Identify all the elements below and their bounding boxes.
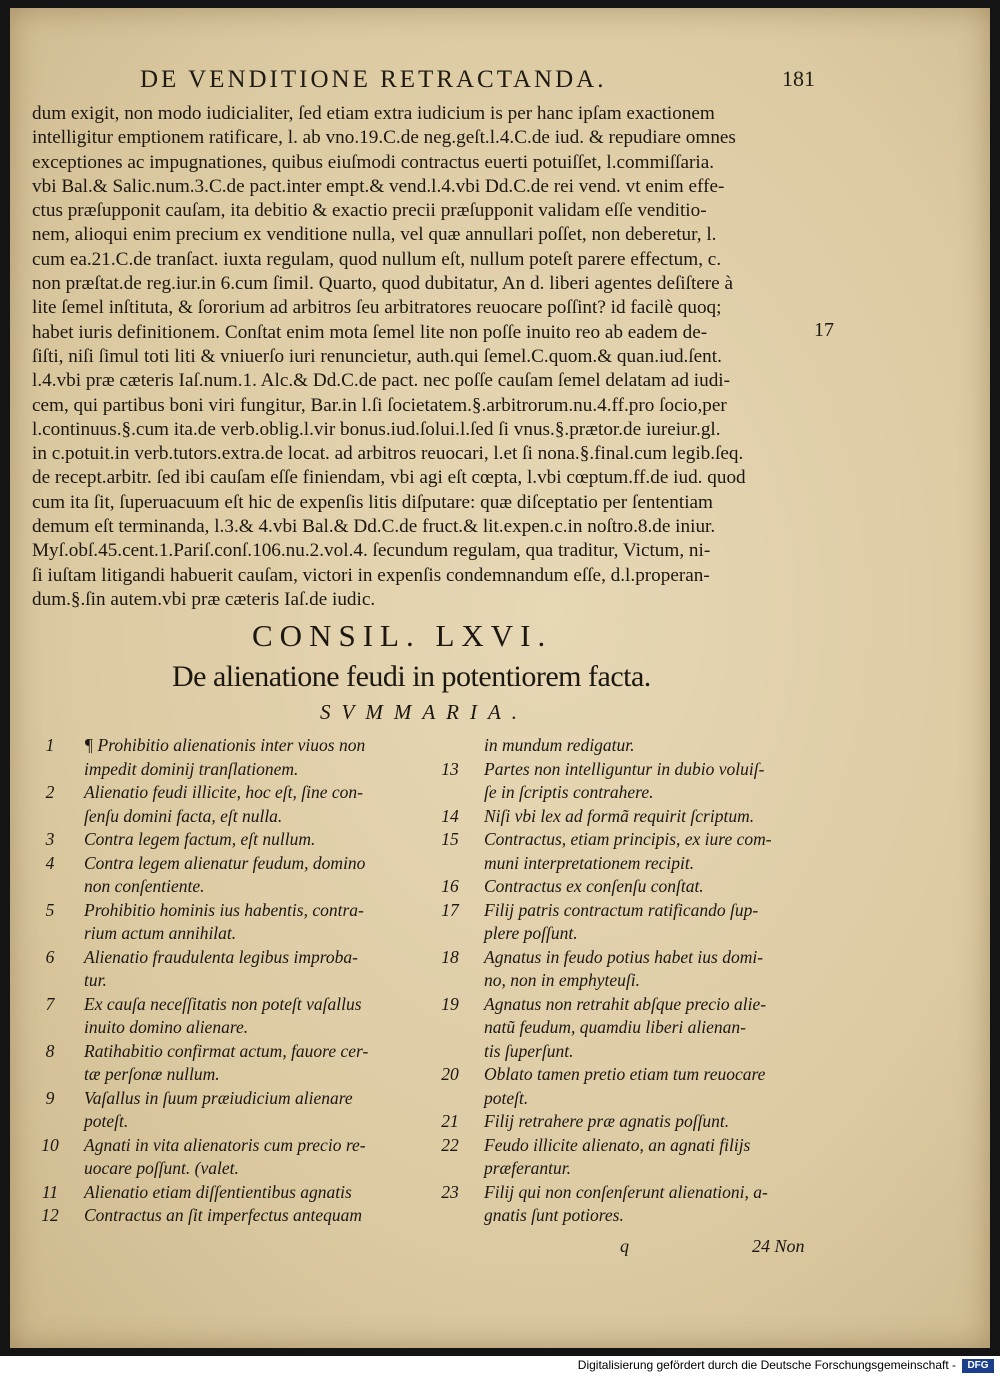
summaria-heading: SVMMARIA. <box>320 700 529 724</box>
summaria-number: 6 <box>45 946 55 967</box>
body-line: demum eſt terminanda, l.3.& 4.vbi Bal.& Dd.C.de fruct.& lit.expen.c.in noſtro.8.de iniur. <box>32 516 716 538</box>
running-head: DE VENDITIONE RETRACTANDA. <box>140 66 607 93</box>
summaria-text <box>84 946 430 993</box>
summaria-text <box>484 993 830 1064</box>
summaria-entry <box>430 1181 830 1228</box>
summaria-number: 7 <box>45 993 55 1014</box>
summaria-line: ſenſu domini facta, eſt nulla. <box>84 805 283 826</box>
summaria-entry <box>30 1181 430 1205</box>
summaria-text <box>484 1134 830 1181</box>
body-line: lite ſemel inſtituta, & ſororium ad arbitros ſeu arbitratores reuocare poſſint? id facilè quoq; <box>32 297 722 319</box>
summaria-text <box>84 1181 430 1205</box>
summaria-number: 17 <box>441 899 459 920</box>
body-line: habet iuris definitionem. Conſtat enim mota ſemel lite non poſſe inuito reo ab eadem de- <box>32 321 708 343</box>
summaria-line: Ratihabitio confirmat actum, fauore cer- <box>84 1040 369 1061</box>
summaria-number: 23 <box>441 1181 459 1202</box>
summaria-line: Alienatio feudi illicite, hoc eſt, ſine con- <box>84 782 363 802</box>
summaria-number: 21 <box>441 1111 459 1131</box>
summaria-line: tis ſuperſunt. <box>484 1040 574 1061</box>
summaria-text <box>484 875 830 899</box>
summaria-entry <box>430 828 830 875</box>
summaria-entry <box>430 805 830 829</box>
summaria-text <box>84 1040 430 1087</box>
section-subtitle: De alienatione feudi in potentiorem facta. <box>172 660 651 693</box>
summaria-text <box>484 734 830 758</box>
summaria-line: tæ perſonæ nullum. <box>84 1064 220 1084</box>
summaria-line: gnatis ſunt potiores. <box>484 1205 624 1225</box>
dfg-logo: DFG <box>962 1359 994 1373</box>
body-line: dum.§.ſin autem.vbi præ cæteris Iaſ.de iudic. <box>32 588 376 610</box>
summaria-line: Alienatio etiam diſſentientibus agnatis <box>84 1181 352 1202</box>
summaria-line: Contra legem alienatur feudum, domino <box>84 852 366 873</box>
summaria-text <box>84 828 430 852</box>
folio-number: 181 <box>782 66 815 91</box>
summaria-line: rium actum annihilat. <box>84 923 237 943</box>
summaria-line: poteſt. <box>84 1111 129 1131</box>
summaria-line: Contractus, etiam principis, ex iure com- <box>484 829 772 849</box>
summaria-entry <box>30 852 430 899</box>
body-line: l.continuus.§.cum ita.de verb.oblig.l.vir bonus.iud.ſolui.l.ſed ſi vnus.§.prætor.de iureiur.gl. <box>32 418 721 440</box>
summaria-number: 1 <box>45 735 55 755</box>
summaria-text <box>484 758 830 805</box>
body-line: cum ea.21.C.de tranſact. iuxta regulam, quod nullum eſt, nullum poteſt parere effectum, c. <box>32 248 722 270</box>
body-line: de recept.arbitr. ſed ibi cauſam eſſe finiendam, vbi agi eſt cœpta, l.vbi cœptum.ff.de iud. quod <box>32 467 746 489</box>
summaria-entry <box>30 1040 430 1087</box>
summaria-line: Prohibitio hominis ius habentis, contra- <box>84 899 364 920</box>
summaria-number: 10 <box>41 1134 59 1155</box>
footer-bar <box>0 1356 1000 1376</box>
summaria-number: 11 <box>41 1181 59 1202</box>
summaria-line: Alienatio fraudulenta legibus improba- <box>84 946 358 967</box>
summaria-line: Filij qui non conſenſerunt alienationi, a- <box>484 1181 768 1202</box>
summaria-entry <box>430 1134 830 1181</box>
summaria-line: ſe in ſcriptis contrahere. <box>484 782 654 802</box>
summaria-text <box>84 899 430 946</box>
summaria-number: 15 <box>441 829 459 849</box>
footer-credit: Digitalisierung gefördert durch die Deutsche Forschungsgemeinschaft - <box>577 1358 956 1372</box>
body-line: cem, qui partibus boni viri fungitur, Bar.in l.ſi ſocietatem.§.arbitrorum.nu.4.ff.pro ſocio,per <box>32 394 727 416</box>
summaria-number: 20 <box>441 1064 459 1084</box>
summaria-entry <box>430 1110 830 1134</box>
summaria-text <box>484 1110 830 1134</box>
summaria-entry <box>30 899 430 946</box>
summaria-right-column <box>430 734 830 1228</box>
summaria-line: Niſi vbi lex ad formã requirit ſcriptum. <box>484 805 755 826</box>
body-line: ſiſti, niſi ſimul toti liti & vniuerſo iuri renuncietur, auth.qui ſemel.C.quom.& quan.iud.ſent. <box>32 345 722 367</box>
body-line: intelligitur emptionem ratificare, l. ab vno.19.C.de neg.geſt.l.4.C.de iud. & repudiare omnes <box>32 127 736 149</box>
summaria-line: inuito domino alienare. <box>84 1017 249 1037</box>
summaria-number: 3 <box>45 829 55 849</box>
summaria-line: Agnatus in feudo potius habet ius domi- <box>484 946 764 967</box>
summaria-line: no, non in emphyteuſi. <box>484 970 641 990</box>
summaria-line: Agnatus non retrahit abſque precio alie- <box>484 993 767 1014</box>
summaria-entry <box>30 1087 430 1134</box>
summaria-text <box>484 828 830 875</box>
summaria-entry <box>430 993 830 1064</box>
body-line: Myſ.obſ.45.cent.1.Pariſ.conſ.106.nu.2.vol.4. ſecundum regulam, qua traditur, Victum, ni- <box>32 540 711 562</box>
summaria-number: 19 <box>441 993 459 1014</box>
summaria-entry <box>430 758 830 805</box>
summaria-text <box>84 1134 430 1181</box>
summaria-entry <box>430 1063 830 1110</box>
summaria-text <box>484 899 830 946</box>
summaria-text <box>484 1063 830 1110</box>
summaria-entry <box>30 946 430 993</box>
summaria-entry <box>30 734 430 781</box>
body-line: dum exigit, non modo iudicialiter, ſed etiam extra iudicium is per hanc ipſam exactionem <box>32 103 715 124</box>
summaria-number: 22 <box>441 1134 459 1155</box>
body-line: l.4.vbi præ cæteris Iaſ.num.1. Alc.& Dd.C.de pact. nec poſſe cauſam ſemel delatam ad iudi- <box>32 370 731 392</box>
summaria-line: non conſentiente. <box>84 876 205 896</box>
summaria-entry <box>430 899 830 946</box>
summaria-number: 8 <box>45 1040 55 1061</box>
summaria-line: tur. <box>84 970 107 990</box>
summaria-line: Ex cauſa neceſſitatis non poteſt vaſallus <box>84 993 362 1014</box>
body-line: nem, alioqui enim precium ex venditione nulla, vel quæ annullari poſſet, non deberetur, l. <box>32 224 717 246</box>
summaria-line: ¶ Prohibitio alienationis inter viuos non <box>84 735 366 755</box>
summaria-text <box>84 1087 430 1134</box>
summaria-number: 12 <box>41 1205 59 1225</box>
body-line: exceptiones ac impugnationes, quibus eiuſmodi contractus euerti potuiſſet, l.commiſſaria. <box>32 151 715 173</box>
summaria-line: uocare poſſunt. (valet. <box>84 1158 239 1178</box>
summaria-line: Vaſallus in ſuum præiudicium alienare <box>84 1087 353 1108</box>
summaria-line: Contractus ex conſenſu conſtat. <box>484 876 704 896</box>
summaria-number: 18 <box>441 946 459 967</box>
summaria-line: plere poſſunt. <box>484 923 578 943</box>
summaria-line: in mundum redigatur. <box>484 735 635 755</box>
summaria-text <box>484 805 830 829</box>
summaria-entry <box>30 1204 430 1228</box>
summaria-line: præferantur. <box>484 1158 572 1178</box>
summaria-line: impedit dominij tranſlationem. <box>84 758 299 779</box>
summaria-number: 16 <box>441 876 459 896</box>
summaria-line: muni interpretationem recipit. <box>484 852 695 873</box>
summaria-left-column <box>30 734 430 1228</box>
summaria-line: poteſt. <box>484 1087 529 1108</box>
summaria-number: 2 <box>45 782 55 802</box>
summaria-entry <box>430 875 830 899</box>
summaria-number: 5 <box>45 899 55 920</box>
summaria-text <box>484 946 830 993</box>
summaria-entry <box>430 734 830 758</box>
summaria-line: natũ feudum, quamdiu liberi alienan- <box>484 1017 746 1037</box>
summaria-number: 14 <box>441 805 459 826</box>
summaria-text <box>84 1204 430 1228</box>
summaria-text <box>84 852 430 899</box>
summaria-line: Feudo illicite alienato, an agnati filijs <box>484 1134 751 1155</box>
body-text <box>32 102 812 612</box>
summaria-text <box>84 993 430 1040</box>
signature-mark: q <box>620 1236 629 1256</box>
summaria-line: Contra legem factum, eſt nullum. <box>84 829 316 849</box>
summaria-line: Contractus an ſit imperfectus antequam <box>84 1205 363 1225</box>
summaria-number: 13 <box>441 758 459 779</box>
consil-heading: CONSIL. LXVI. <box>252 618 553 653</box>
catchword: 24 Non <box>752 1236 805 1256</box>
summaria-entry <box>30 781 430 828</box>
body-line: non præſtat.de reg.iur.in 6.cum ſimil. Quarto, quod dubitatur, An d. liberi agentes deſiſtere à <box>32 273 734 295</box>
body-line: vbi Bal.& Salic.num.3.C.de pact.inter empt.& vend.l.4.vbi Dd.C.de rei vend. vt enim effe- <box>32 175 725 197</box>
body-line: in c.potuit.in verb.tutors.extra.de locat. ad arbitros reuocari, l.et ſi nona.§.final.cum legib.ſeq. <box>32 443 744 465</box>
summaria-number: 9 <box>45 1087 55 1108</box>
summaria-entry <box>30 828 430 852</box>
summaria-line: Filij patris contractum ratificando ſup- <box>484 899 759 920</box>
summaria-line: Partes non intelliguntur in dubio voluiſ- <box>484 758 765 779</box>
summaria-text <box>84 781 430 828</box>
body-line: ſi iuſtam litigandi habuerit cauſam, victori in expenſis condemnandum eſſe, d.l.properan- <box>32 564 710 586</box>
margin-number: 17 <box>814 319 834 341</box>
summaria-line: Oblato tamen pretio etiam tum reuocare <box>484 1064 766 1084</box>
summaria-line: Agnati in vita alienatoris cum precio re- <box>84 1134 366 1155</box>
body-line: cum ita ſit, ſuperuacuum eſt hic de expenſis litis diſputare: quæ diſceptatio per ſententiam <box>32 491 713 513</box>
summaria-entry <box>30 993 430 1040</box>
summaria-entry <box>430 946 830 993</box>
summaria-number: 4 <box>45 852 55 873</box>
summaria-line: Filij retrahere præ agnatis poſſunt. <box>484 1111 730 1131</box>
body-line: ctus præſupponit cauſam, ita debitio & exactio precii præſupponit validam eſſe venditio- <box>32 200 707 222</box>
summaria-entry <box>30 1134 430 1181</box>
summaria-text <box>484 1181 830 1228</box>
summaria-text <box>84 734 430 781</box>
